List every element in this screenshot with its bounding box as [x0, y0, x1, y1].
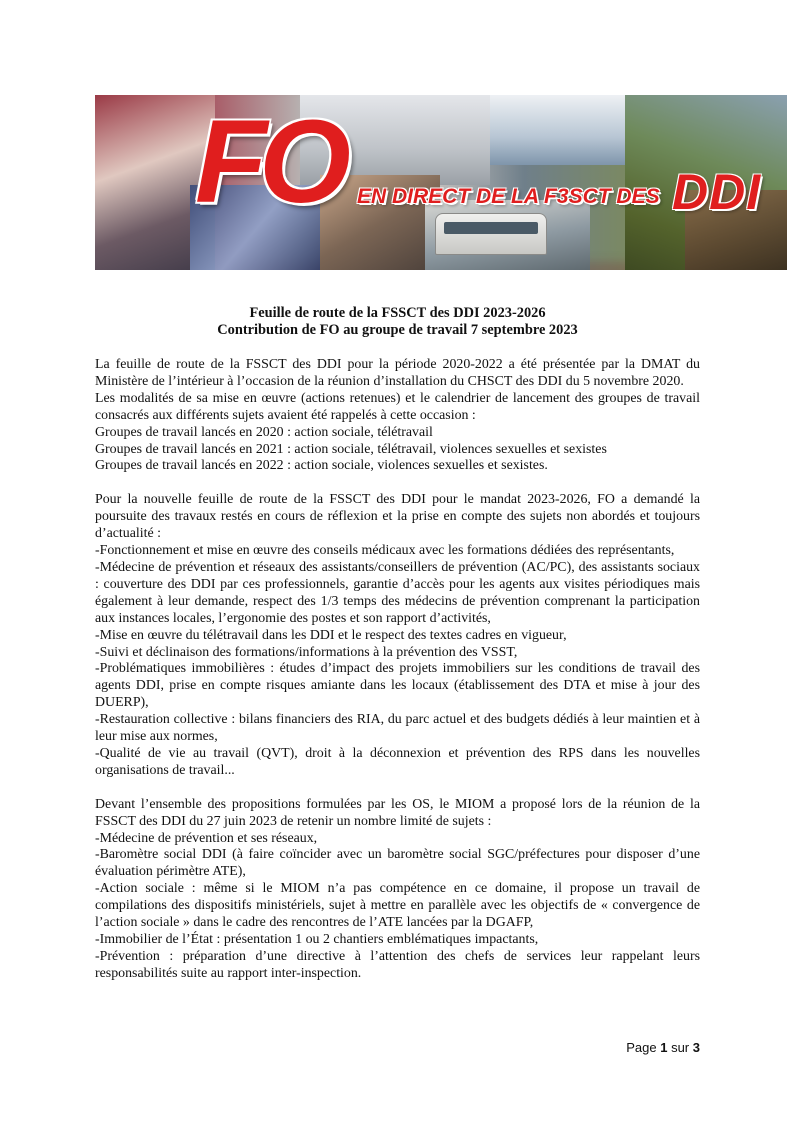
page-current: 1 — [660, 1040, 668, 1055]
list-item: -Baromètre social DDI (à faire coïncider avec un baromètre social SGC/préfectures pour disposer d’une évaluation périmètre ATE), — [95, 847, 700, 880]
page-number — [626, 1040, 700, 1055]
banner-photo-lab — [490, 95, 625, 165]
list-item: -Restauration collective : bilans financiers des RIA, du parc actuel et des budgets dédiés à leur maintien et à leur mise aux normes, — [95, 712, 700, 745]
paragraph: Groupes de travail lancés en 2021 : action sociale, télétravail, violences sexuelles et sexistes — [95, 441, 607, 457]
paragraph: Les modalités de sa mise en œuvre (actions retenues) et le calendrier de lancement des groupes de travail consacrés aux différents sujets avaient été rappelés à cette occasion : — [95, 390, 700, 423]
banner-title — [357, 163, 761, 221]
title-line-2: Contribution de FO au groupe de travail 7 septembre 2023 — [217, 322, 578, 338]
list-item: -Médecine de prévention et réseaux des assistants/conseillers de prévention (AC/PC), des assistants sociaux : couverture des DDI par ces professionnels, garantie d’accès pour les agents aux visites périodiques mais également à leur demande, respect des 1/3 temps des médecins de prévention comprenant la participation aux instances locales, l’ergonomie des postes et son rapport d’activités, — [95, 559, 700, 626]
list-item: -Prévention : préparation d’une directive à l’attention des chefs de services leur rappelant leurs responsabilités suite au rapport inter-inspection. — [95, 948, 700, 981]
page-sep: sur — [671, 1040, 690, 1055]
page-total: 3 — [692, 1040, 700, 1055]
page-label: Page — [626, 1040, 657, 1055]
list-item: -Fonctionnement et mise en œuvre des conseils médicaux avec les formations dédiées des représentants, — [95, 543, 675, 559]
list-item: -Qualité de vie au travail (QVT), droit à la déconnexion et prévention des RPS dans les nouvelles organisations de travail... — [95, 745, 700, 778]
list-item: -Problématiques immobilières : études d’impact des projets immobiliers sur les conditions de travail des agents DDI, prise en compte risques amiante dans les locaux (établissement des DTA et mise à jour des DUERP), — [95, 661, 700, 711]
document-title — [95, 305, 700, 339]
list-item: -Immobilier de l’État : présentation 1 ou 2 chantiers emblématiques impactants, — [95, 932, 539, 947]
banner-title-small: EN DIRECT DE LA F3SCT DES — [357, 185, 660, 208]
list-item: -Médecine de prévention et ses réseaux, — [95, 830, 318, 846]
spacer — [95, 475, 700, 492]
paragraph: Devant l’ensemble des propositions formulées par les OS, le MIOM a proposé lors de la réunion de la FSSCT des DDI du 27 juin 2023 de retenir un nombre limité de sujets : — [95, 796, 700, 829]
title-line-1: Feuille de route de la FSSCT des DDI 2023-2026 — [249, 305, 546, 321]
paragraph: Groupes de travail lancés en 2022 : action sociale, violences sexuelles et sexistes. — [95, 458, 548, 474]
list-item: -Suivi et déclinaison des formations/informations à la prévention des VSST, — [95, 644, 518, 660]
list-item: -Mise en œuvre du télétravail dans les DDI et le respect des textes cadres en vigueur, — [95, 627, 567, 643]
paragraph: Groupes de travail lancés en 2020 : action sociale, télétravail — [95, 424, 433, 440]
paragraph: Pour la nouvelle feuille de route de la FSSCT des DDI pour le mandat 2023-2026, FO a demandé la poursuite des travaux restés en cours de réflexion et la prise en compte des sujets non abordés et toujours d’actualité : — [95, 492, 700, 542]
spacer — [95, 780, 700, 797]
fo-logo: FO — [195, 96, 343, 228]
header-banner — [95, 95, 787, 270]
list-item: -Action sociale : même si le MIOM n’a pas compétence en ce domaine, il propose un travail de compilations des dispositifs ministériels, sujet à mettre en parallèle avec les objectifs de « convergence de l’action sociale » dans le cadre des rencontres de l’ATE lancées par la DGAFP, — [95, 881, 700, 931]
document-body — [95, 357, 700, 983]
banner-title-big: DDI — [672, 164, 762, 220]
paragraph: La feuille de route de la FSSCT des DDI pour la période 2020-2022 a été présentée par la DMAT du Ministère de l’intérieur à l’occasion de la réunion d’installation du CHSCT des DDI du 5 novembre 2020. — [95, 357, 700, 389]
